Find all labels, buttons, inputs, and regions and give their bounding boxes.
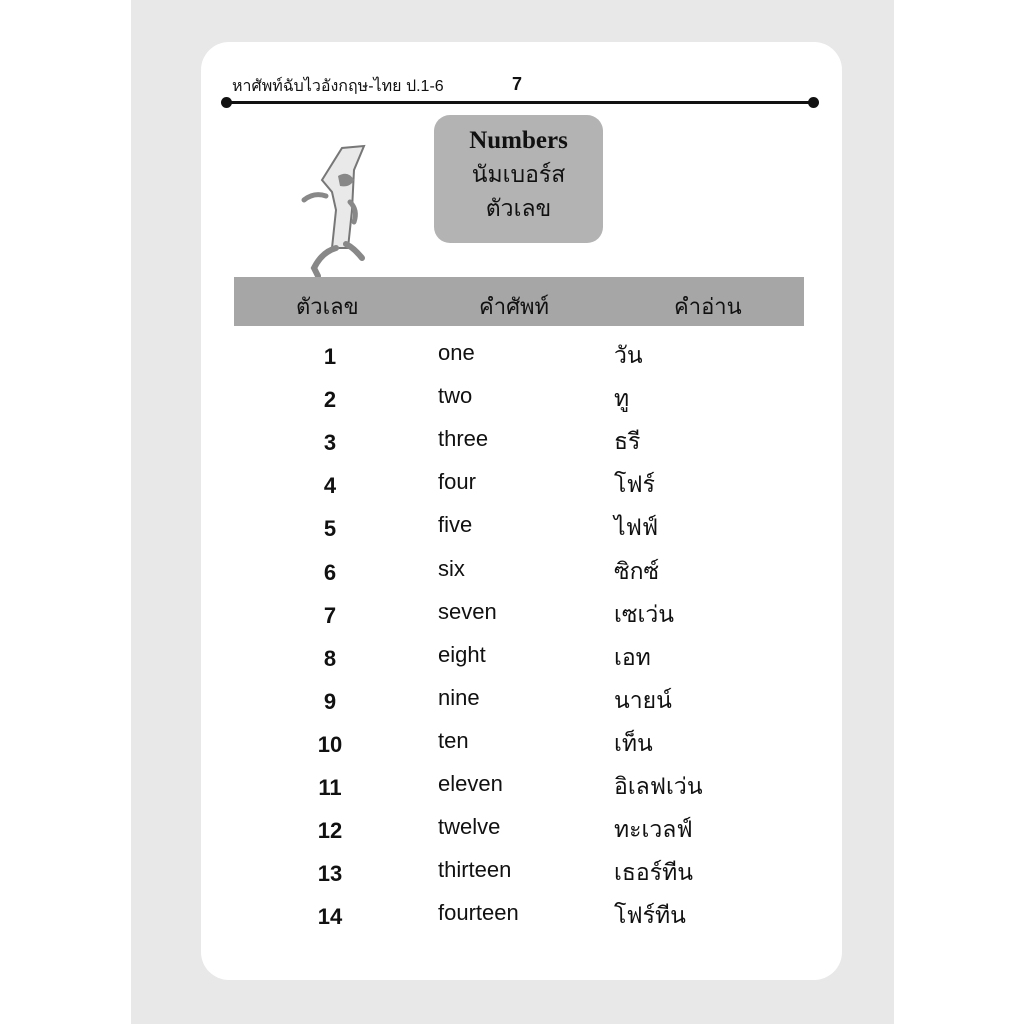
row-number: 10 [317,731,343,757]
row-english-word: twelve [438,814,501,840]
row-thai-reading: อิเลฟเว่น [614,774,703,800]
table-row [0,383,1024,423]
table-row [0,857,1024,897]
rule-end-dot-right [808,97,819,108]
row-thai-reading: เธอร์ทีน [614,860,693,887]
table-row [0,426,1024,466]
title-thai: ตัวเลข [485,196,552,222]
row-thai-reading: ทะเวลฟ์ [614,817,693,844]
row-english-word: nine [438,684,480,710]
row-number: 1 [323,344,337,369]
table-row [0,469,1024,509]
row-number: 9 [323,688,337,714]
table-row [0,340,1024,380]
row-english-word: ten [438,727,469,753]
row-number: 13 [317,861,343,887]
row-english-word: thirteen [438,857,512,883]
row-number: 14 [317,904,343,930]
row-english-word: eight [438,641,486,667]
table-row [0,599,1024,639]
header-rule [226,101,814,104]
rule-end-dot-left [221,97,232,108]
row-english-word: fourteen [438,900,519,926]
row-thai-reading: โฟร์ [614,472,655,499]
table-row [0,512,1024,552]
table-header-bar [234,277,804,326]
table-row [0,900,1024,940]
row-english-word: six [438,555,465,581]
title-english: Numbers [469,127,568,154]
row-number: 7 [323,602,337,628]
column-header-word: คำศัพท์ [479,295,550,320]
row-thai-reading: ซิกซ์ [614,558,660,585]
table-row [0,728,1024,768]
row-english-word: four [438,469,476,495]
row-english-word: eleven [438,771,503,796]
row-thai-reading: วัน [614,343,643,369]
row-number: 12 [317,818,343,844]
row-english-word: one [438,340,475,365]
row-english-word: five [438,512,473,538]
running-header-title: หาศัพท์ฉับไวอังกฤษ-ไทย ป.1-6 [232,78,444,95]
column-header-reading: คำอ่าน [674,295,742,320]
row-number: 2 [323,387,337,413]
table-row [0,642,1024,682]
row-number: 3 [323,430,337,456]
row-english-word: three [438,426,489,452]
section-title-box [434,115,603,243]
row-thai-reading: ไฟฟ์ [614,515,659,542]
running-number-one-illustration [292,140,378,280]
row-thai-reading: โฟร์ทีน [614,903,686,930]
column-header-number: ตัวเลข [296,295,359,320]
row-number: 4 [323,473,337,499]
row-thai-reading: นายน์ [614,687,672,714]
table-row [0,685,1024,725]
row-english-word: seven [438,598,497,624]
row-thai-reading: ทู [614,386,630,413]
row-english-word: two [438,383,473,409]
page-number: 7 [512,74,523,94]
table-row [0,556,1024,596]
row-number: 11 [318,775,342,800]
row-number: 5 [323,516,337,542]
row-number: 8 [323,645,337,671]
row-thai-reading: เซเว่น [614,601,674,628]
row-thai-reading: เท็น [614,730,653,757]
table-row [0,814,1024,854]
row-number: 6 [323,559,337,585]
row-thai-reading: เอท [614,644,651,671]
title-transliteration: นัมเบอร์ส [471,162,566,188]
row-thai-reading: ธรี [614,429,641,456]
table-row [0,771,1024,811]
